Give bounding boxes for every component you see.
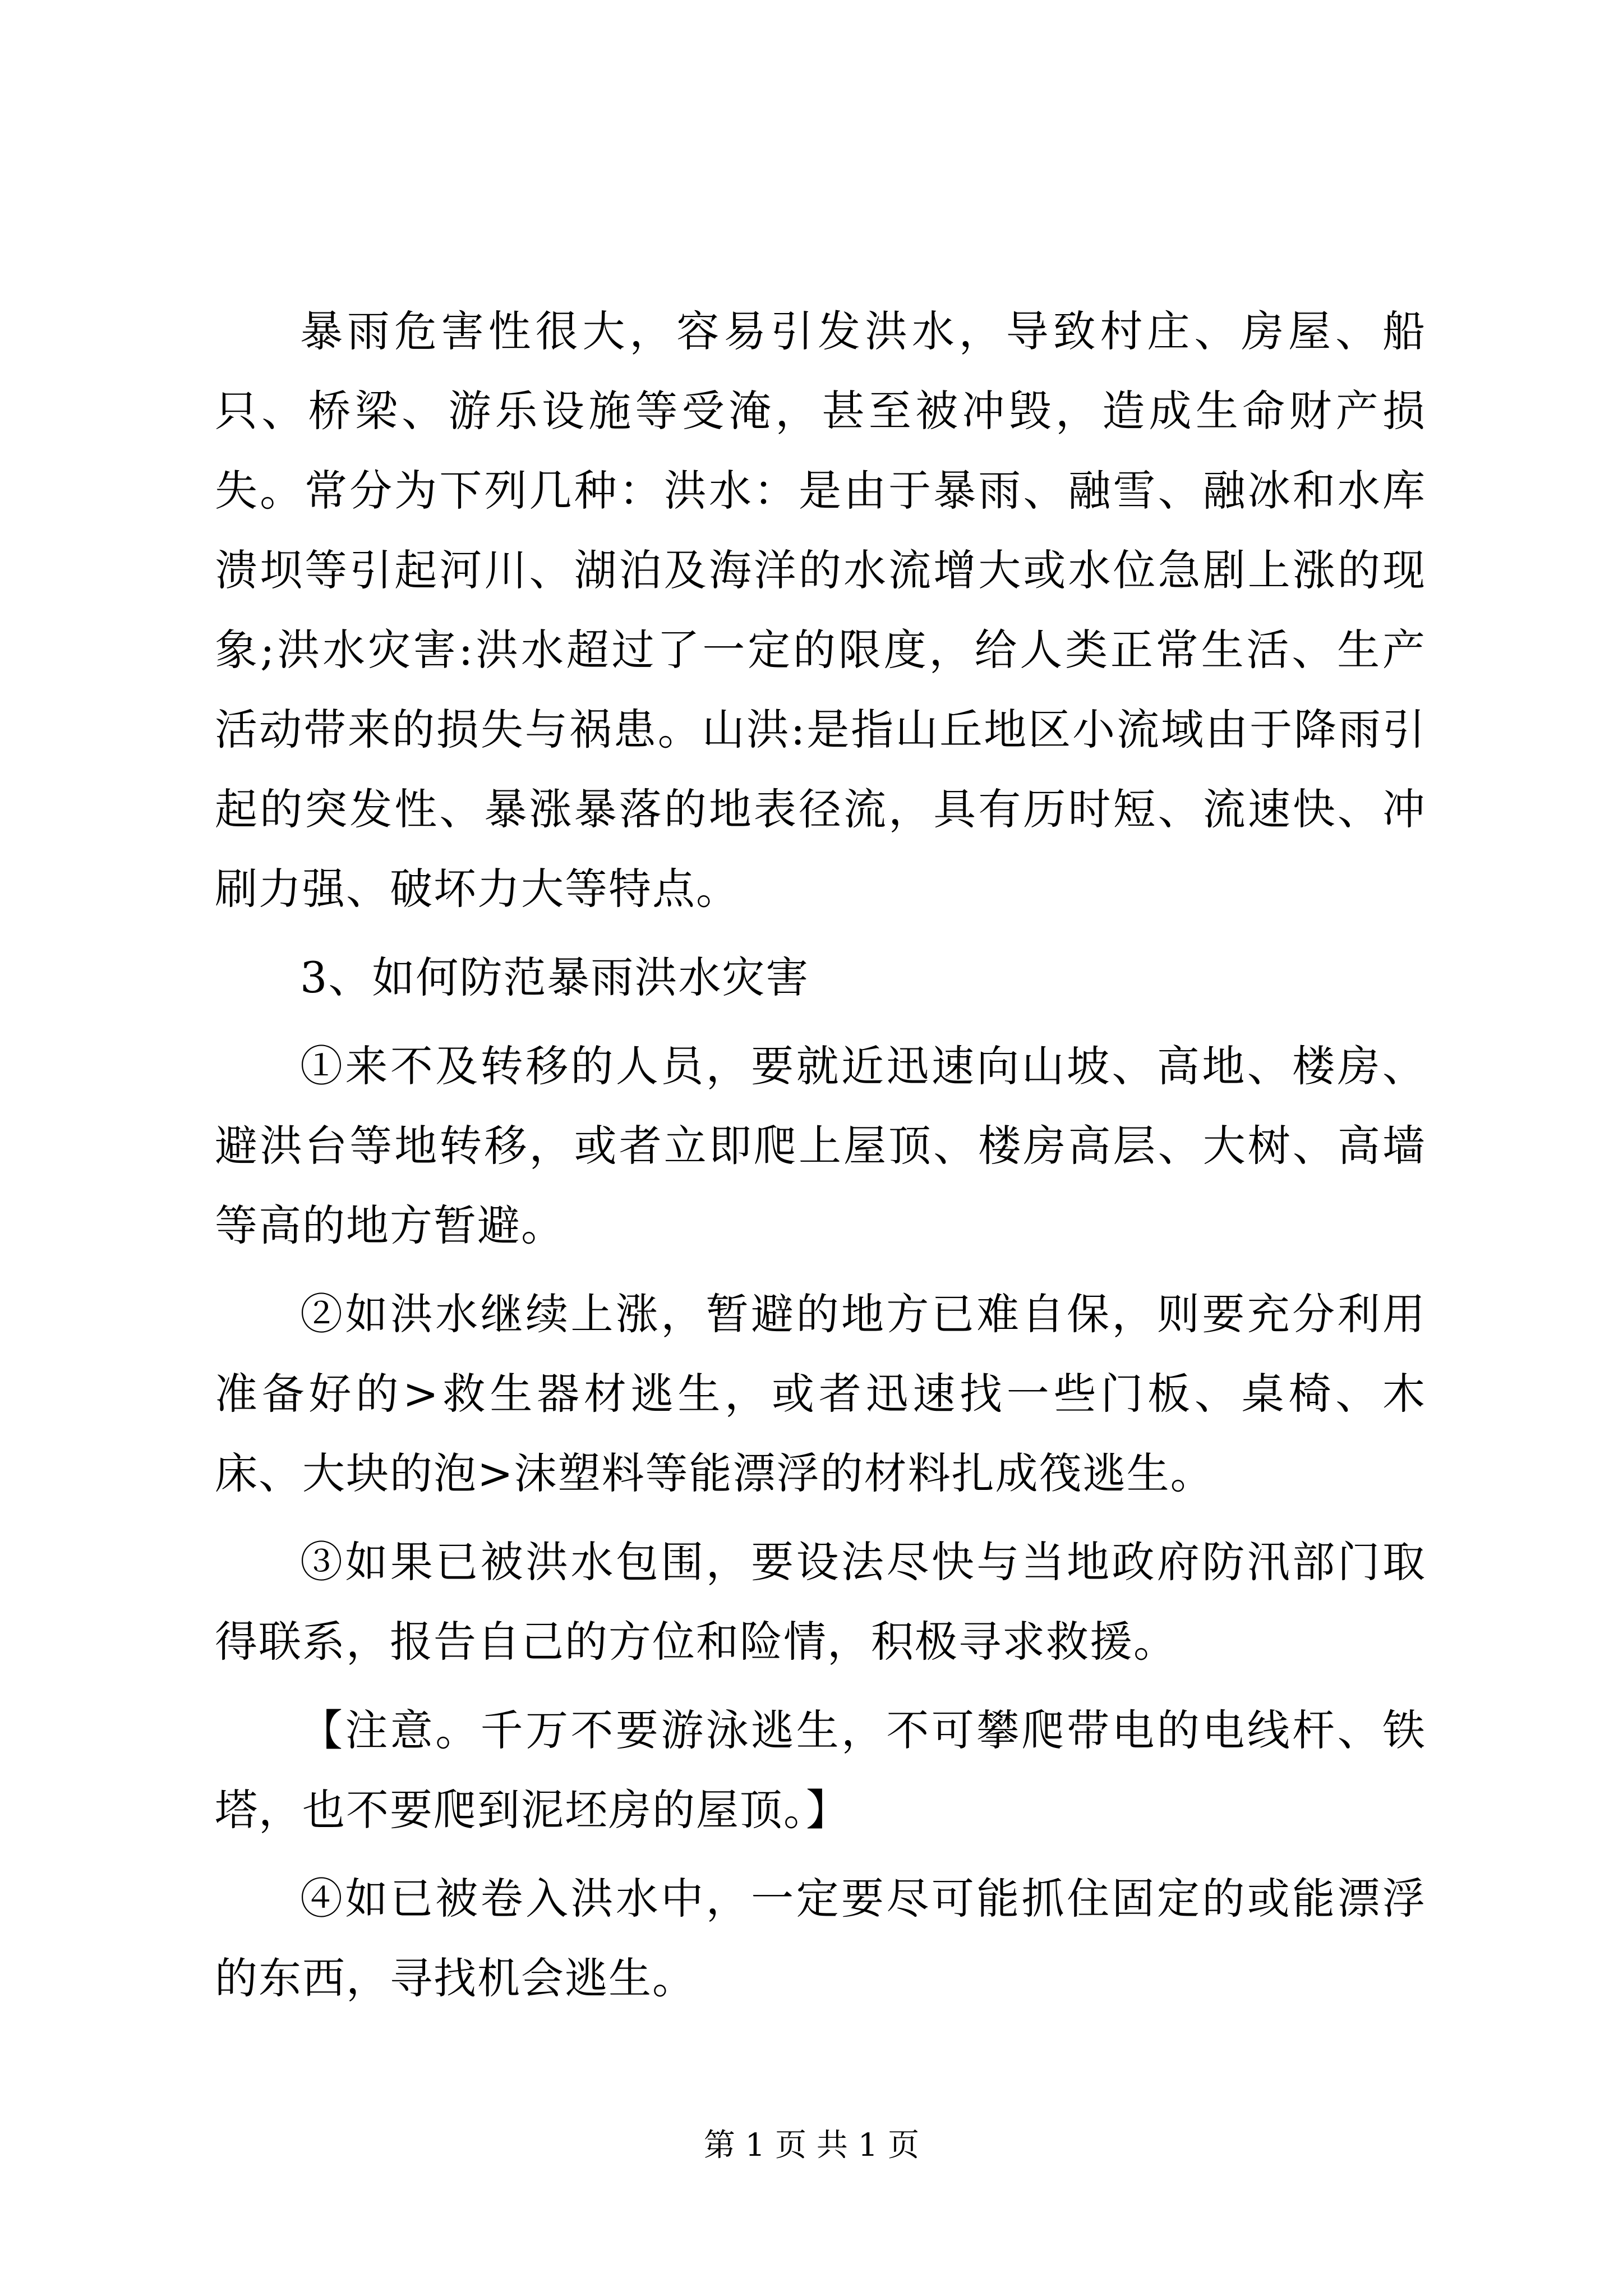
paragraph-tip-2: ②如洪水继续上涨，暂避的地方已难自保，则要充分利用准备好的>救生器材逃生，或者迅速找一些门板、桌椅、木床、大块的泡>沫塑料等能漂浮的材料扎成筏逃生。 — [215, 1289, 1426, 1498]
paragraph-flood-hazards: 暴雨危害性很大，容易引发洪水，导致村庄、房屋、船只、桥梁、游乐设施等受淹，甚至被冲毁，造成生命财产损失。常分为下列几种：洪水：是由于暴雨、融雪、融冰和水库溃坝等引起河川、湖泊及海洋的水流增大或水位急剧上涨的现象;洪水灾害:洪水超过了一定的限度，给人类正常生活、生产活动带来的损失与祸患。山洪:是指山丘地区小流域由于降雨引起的突发性、暴涨暴落的地表径流，具有历时短、流速快、冲刷力强、破坏力大等特点。 — [215, 306, 1426, 914]
page-number-footer: 第 1 页 共 1 页 — [703, 2127, 920, 2164]
paragraph-tip-3: ③如果已被洪水包围，要设法尽快与当地政府防汛部门取得联系，报告自己的方位和险情，积极寻求救援。 — [215, 1537, 1426, 1667]
paragraph-warning-note: 【注意。千万不要游泳逃生，不可攀爬带电的电线杆、铁塔，也不要爬到泥坯房的屋顶。】 — [215, 1705, 1426, 1835]
document-body — [215, 292, 1426, 2018]
paragraph-tip-1: ①来不及转移的人员，要就近迅速向山坡、高地、楼房、避洪台等地转移，或者立即爬上屋顶、楼房高层、大树、高墙等高的地方暂避。 — [215, 1041, 1426, 1250]
section-heading-flood-prevention: 3、如何防范暴雨洪水灾害 — [300, 953, 810, 1002]
paragraph-tip-4: ④如已被卷入洪水中，一定要尽可能抓住固定的或能漂浮的东西，寻找机会逃生。 — [215, 1874, 1426, 2003]
